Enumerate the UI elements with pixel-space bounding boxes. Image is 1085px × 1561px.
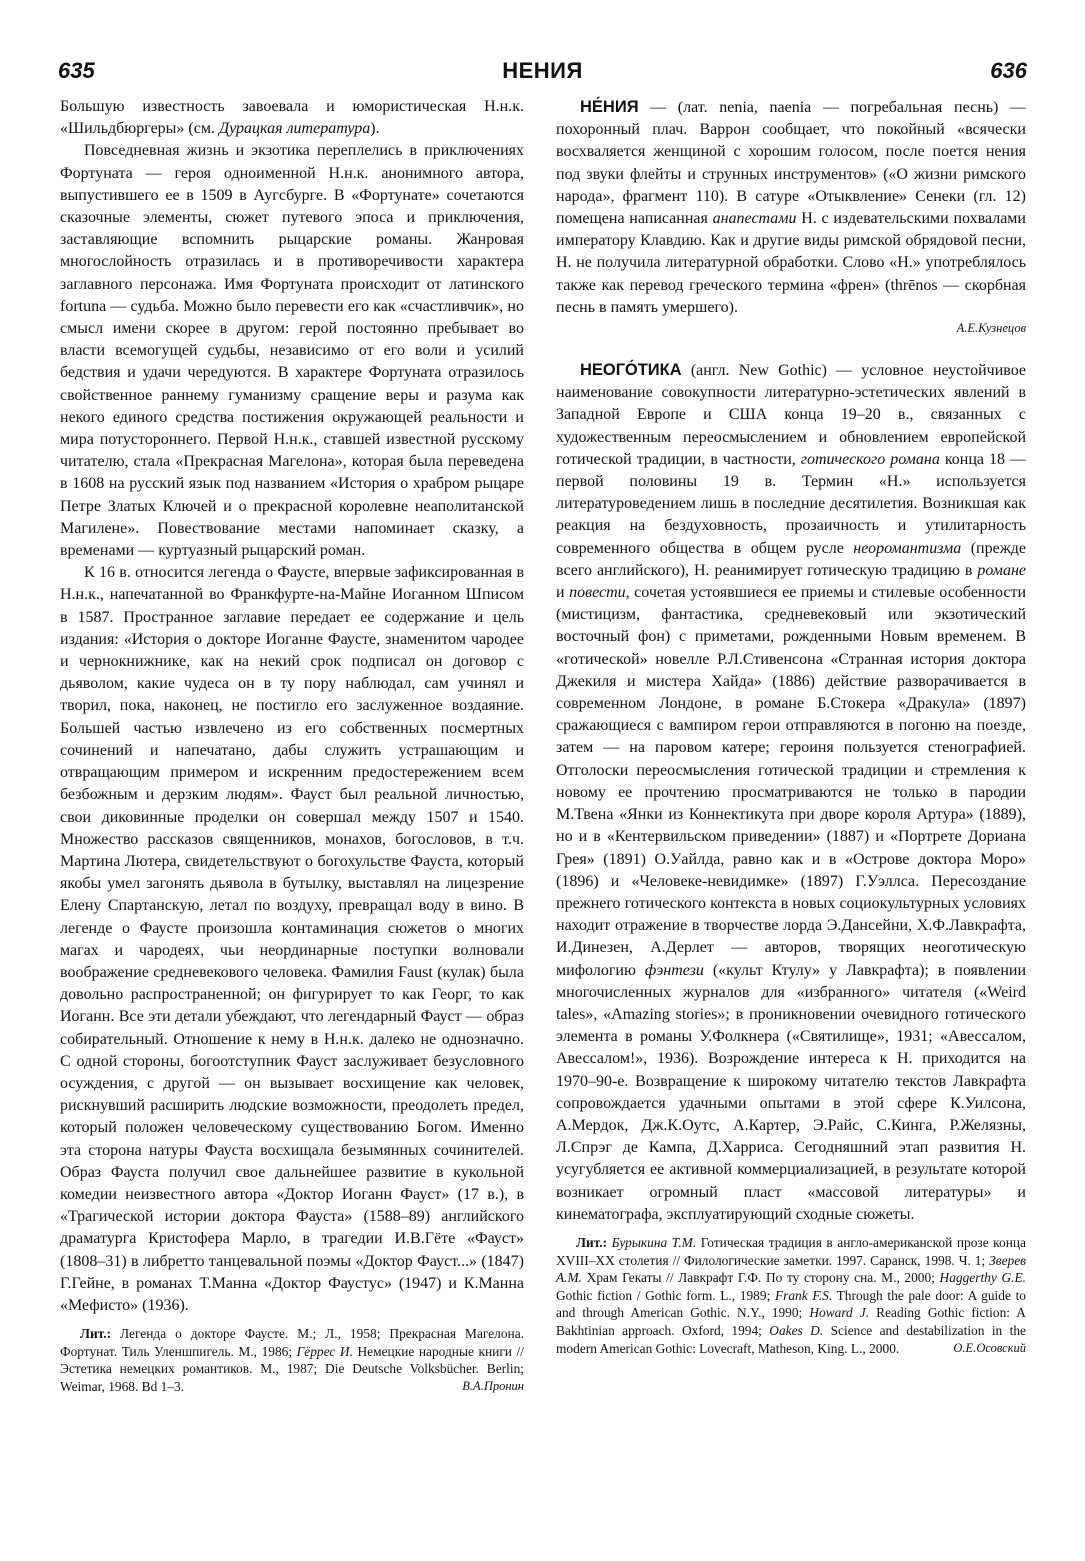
text: Gothic fiction / Gothic form. L., 1989; (556, 1287, 775, 1303)
text: ). (370, 120, 380, 138)
lit-label: Лит.: (576, 1234, 608, 1250)
bib-author: Бурыкина Т.М. (611, 1234, 697, 1250)
cross-reference: неоромантизма (853, 539, 962, 557)
right-column (556, 96, 1026, 1525)
cross-reference: романе (977, 561, 1026, 579)
text: Reading Gothic fiction: A Bakhtinian approach. Oxford, 1994; (556, 1305, 1026, 1338)
text: и (556, 584, 570, 602)
cross-reference: повести (569, 584, 626, 602)
left-column (60, 96, 524, 1525)
cross-reference: готического романа (800, 450, 940, 468)
text: конца 18 — первой половины 19 в. Термин «Н.» используется литературоведением лишь в последние десятилетия. Возникшая как реакция на бездуховность, прозаичность и утилитарность современного общества в общем русле (556, 450, 1026, 557)
text: Большую известность завоевала и юмористическая Н.н.к. «Шильдбюргеры» (см. (60, 98, 524, 138)
signature-kuznetsov: А.Е.Кузнецов (956, 321, 1026, 336)
running-title: НЕНИЯ (502, 58, 583, 83)
text: Н. с издевательскими похвалами императору Клавдию. Как и другие виды римской обрядовой песни, Н. не получила литературной обработки. Слово «Н.» употреблялось также как перевод греческого термина «френ» (thrēnos — скорбная песнь в память умершего). (556, 210, 1026, 316)
paragraph-shildburgers (60, 96, 524, 140)
bib-author: Frank F.S. (774, 1287, 833, 1303)
bib-author: Гёррес И. (296, 1343, 353, 1359)
lit-label: Лит.: (80, 1326, 112, 1342)
bib-author: Зверев А.М. (556, 1252, 1026, 1286)
text: , сочетая устоявшиеся ее приемы и стилевые особенности (мистицизм, фантастика, средневековый или экзотический восточный фон) с приметами, рожденными Новым временем. В «готической» новелле Р.Л.Стивенсона «Странная история доктора Джекиля и мистера Хайда» (1886) действие разворачивается в современном Лондоне, в романе Б.Стокера «Дракула» (1897) сражающиеся с вампиром герои отправляются в погоню на поезде, затем — на паровом катере; героиня пользуется стенографией. Отголоски переосмысления готической традиции и стремления к новому ее прочтению просматриваются не только в пародии М.Твена «Янки из Коннектикута при дворе короля Артура» (1889), но и в «Кентервильском приведении» (1887) и «Портрете Дориана Грея» (1891) О.Уайлда, равно как и в «Острове доктора Моро» (1896) и «Человеке-невидимке» (1897) Г.Уэллса. Пересоздание прежнего готического контекста в новых социокультурных условиях находит отражение в творчестве лорда Э.Дансейни, Х.Ф.Лавкрафта, И.Динезен, А.Дерлет — авторов, творящих неоготическую мифологию (556, 584, 1027, 979)
text: Немецкие народные книги // Эстетика немецких романтиков. М., 1987; Die Deutsche Volksbücher. Berlin; Weimar, 1968. Bd 1–3. (60, 1343, 524, 1394)
text: Science and destabilization in the modern American Gothic: Lovecraft, Matheson, King. L., 2000. (556, 1322, 1027, 1356)
entry-spacer (556, 337, 1026, 359)
signature-pronin: В.А.Пронин (462, 1378, 524, 1393)
bib-author: Howard J. (809, 1305, 870, 1321)
left-page-number: 635 (58, 58, 95, 83)
cross-reference: фэнтези (644, 961, 704, 979)
signature-osovsky: О.Е.Осовский (953, 1340, 1026, 1355)
text: Храм Гекаты // Лавкрафт Г.Ф. По ту сторону сна. М., 2000; (582, 1270, 940, 1286)
bib-author: Oakes D. (769, 1322, 824, 1338)
entry-nenia (556, 96, 1026, 319)
text: (англ. New Gothic) — условное неустойчивое наименование совокупности литературно-эстетических явлений в Западной Европе и США конца 19–20 в., связанных с художественным переосмыслением и обновлением европейской готической традиции, в частности, (556, 362, 1026, 468)
headword-neogothic: НЕОГО́ТИКА (580, 361, 682, 380)
cross-reference: анапестами (712, 210, 797, 228)
bibliography-left (60, 1325, 524, 1395)
paragraph-faust: К 16 в. относится легенда о Фаусте, впервые зафиксированная в Н.н.к., напечатанной во Франкфурте-на-Майне Иоганном Шписом в 1587. Пространное заглавие передает ее содержание и цель издания: «История о докторе Иоганне Фаусте, знаменитом чародее и чернокнижнике, как на некий срок подписал он договор с дьяволом, какие чудеса он в ту пору наблюдал, сам учинял и творил, пока, наконец, не постигло его заслуженное воздаяние. Большей частью извлечено из его собственных посмертных сочинений и напечатано, дабы служить устрашающим и отвращающим примером и искренним предостережением всем безбожным и дерзким людям». Фауст был реальной личностью, свои диковинные проделки он совершал между 1507 и 1540. Множество рассказов священников, монахов, богословов, в т.ч. Мартина Лютера, свидетельствуют о богохульстве Фауста, который якобы умел загонять дьявола в бутылку, выставлял на лицезрение Елену Спартанскую, летал по воздуху, превращал воду в вино. В легенде о Фаусте произошла контаминация сюжетов о многих магах и чародеях, чьи неординарные поступки волновали воображение средневекового человека. Фамилия Faust (кулак) была довольно распространенной; он фигурирует то как Георг, то как Иоганн. Все эти детали убеждают, что легендарный Фауст — образ собирательный. Отношение к нему в Н.н.к. далеко не однозначно. С одной стороны, богоотступник Фауст заслуживает безусловного осуждения, с другой — он вызывает восхищение как человек, рискнувший расширить людские возможности, преодолеть предел, который положен человеческому существованию Богом. Именно эта сторона натуры Фауста восхищала безымянных сочинителей. Образ Фауста получил свое дальнейшее развитие в кукольной комедии неизвестного автора «Доктор Иоганн Фауст» (17 в.), в «Трагической истории доктора Фауста» (1588–89) английского драматурга Кристофера Марло, в трагедии И.В.Гёте «Фауст» (1808–31) в либретто танцевальной поэмы «Доктор Фауст...» (1847) Г.Гейне, в романах Т.Манна «Доктор Фаустус» (1947) и К.Манна «Мефисто» (1936). (60, 564, 524, 1314)
page-header (58, 58, 1027, 92)
headword-nenia: НЕ́НИЯ (580, 98, 639, 116)
paragraph-fortunat: Повседневная жизнь и экзотика переплелись в приключениях Фортуната — героя одноименной Н.н.к. анонимного автора, выпустившего ее в 1509 в Аугсбурге. В «Фортунате» сочетаются сказочные элементы, сюжет путевого эпоса и приключения, заставляющие вспомнить рыцарские романы. Жанровая многослойность отразилась и в противоречивости характера заглавного персонажа. Имя Фортуната происходит от латинского fortuna — судьба. Можно было перевести его как «счастливчик», но смысл имени скорее в другом: герой постоянно пребывает во власти всемогущей судьбы, независимо от его воли и усилий бедствия и удачи чередуются. В характере Фортуната отразилось свойственное раннему гуманизму сращение веры и разума как некого единого средства постижения окружающей реальности и мира потустороннего. Первой Н.н.к., ставшей известной русскому читателю, стала «Прекрасная Магелона», которая была переведена в 1608 на русский язык под названием «История о храбром рыцаре Петре Златых Ключей и о прекрасной королевне неаполитанской Магилене». Повествование местами напоминает сказку, а временами — куртуазный рыцарский роман. (60, 142, 524, 560)
cross-reference: Дурацкая литература (218, 120, 371, 138)
text: — (лат. nenia, naenia — погребальная песнь) — похоронный плач. Варрон сообщает, что покойный «всячески восхваляется женщиной с хорошим голосом, после поется нения под звуки флейты и струнных инструментов» («О жизни римского народа», фрагмент 110). В сатуре «Отыквление» Сенеки (гл. 12) помещена написанная (556, 99, 1026, 228)
entry-neogothic (556, 359, 1026, 1226)
text: («культ Ктулу» у Лавкрафта); в появлении многочисленных журналов для «избранного» читателя («Weird tales», «Amazing stories»; в проникновении очевидного готического элемента в романы У.Фолкнера («Святилище», 1931; «Авессалом, Авессалом!», 1936). Возрождение интереса к Н. приходится на 1970–90-е. Возвращение к широкому читателю текстов Лавкрафта сопровождается удачными опытами в этой сфере К.Уилсона, А.Мердок, Дж.К.Оутс, А.Картер, Э.Райс, С.Кинга, Р.Желязны, Л.Спрэг де Кампа, Д.Харриса. Сегодняшний этап развития Н. усугубляется ее активной коммерциализацией, в результате которой возникает огромный пласт «массовой литературы» и кинематографа, эксплуатирующий сходные сюжеты. (556, 961, 1027, 1223)
text: (прежде всего английского), Н. реанимирует готическую традицию в (556, 539, 1026, 579)
text: Легенда о докторе Фаусте. М.; Л., 1958; Прекрасная Магелона. Фортунат. Тиль Уленшпигель. М., 1986; (60, 1326, 524, 1359)
bibliography-right (556, 1234, 1026, 1357)
text: Through the pale door: A guide to and through American Gothic. N.Y., 1990; (556, 1287, 1026, 1321)
text: Готическая традиция в англо-американской прозе конца XVIII–XX столетия // Филологические заметки. 1997. Саранск, 1998. Ч. 1; (556, 1234, 1026, 1268)
bib-author: Haggerthy G.E. (939, 1270, 1026, 1286)
right-page-number: 636 (990, 58, 1027, 83)
